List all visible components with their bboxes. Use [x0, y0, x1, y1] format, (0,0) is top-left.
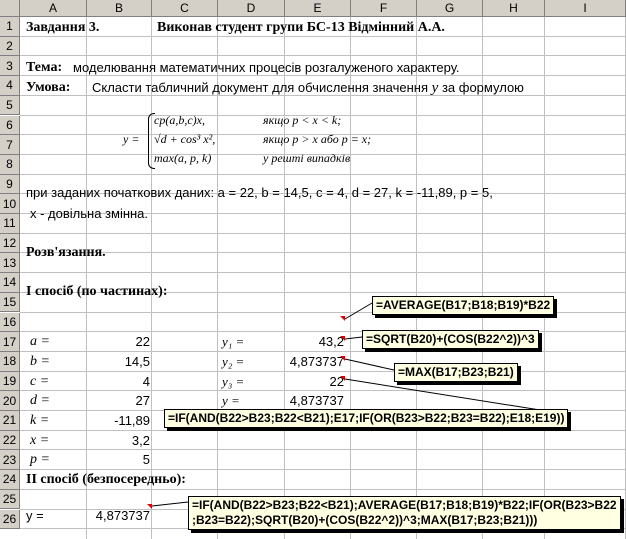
result-value[interactable]: 4,873737 [289, 354, 344, 369]
row-header-22[interactable]: 22 [0, 431, 20, 451]
row-header-3[interactable]: 3 [0, 56, 20, 76]
column-header-a[interactable]: A [20, 0, 87, 17]
row-header-5[interactable]: 5 [0, 96, 20, 116]
input-value[interactable]: 3,2 [131, 433, 150, 448]
variable-note: x - довільна змінна. [30, 206, 149, 221]
comment-y3-formula: =MAX(B17;B23;B21) [394, 363, 518, 382]
column-header-h[interactable]: H [483, 0, 545, 17]
input-value[interactable]: 27 [135, 393, 150, 408]
row-header-13[interactable]: 13 [0, 253, 20, 273]
input-label: d = [30, 393, 50, 408]
comment-indicator[interactable] [340, 336, 345, 341]
input-label: p = [30, 452, 50, 467]
formula-cond-1: якщо p < x < k; [263, 113, 342, 127]
result-label: y₃ = [222, 374, 245, 389]
column-header-i[interactable]: I [545, 0, 626, 17]
input-label: c = [30, 374, 50, 389]
result-label: y = [222, 393, 240, 408]
column-header-e[interactable]: E [285, 0, 351, 17]
result-value[interactable]: 43,2 [318, 334, 344, 349]
formula-case-3: max(a, p, k) [154, 151, 212, 165]
row-header-25[interactable]: 25 [0, 490, 20, 510]
comment-direct-line-1: =IF(AND(B22>B23;B22<B21);AVERAGE(B17;B18;B19)*B22;IF(OR(B23>B22 [192, 498, 617, 512]
row-header-18[interactable]: 18 [0, 352, 20, 372]
row-header-14[interactable]: 14 [0, 273, 20, 293]
direct-y-value[interactable]: 4,873737 [95, 508, 150, 523]
input-value[interactable]: 22 [135, 334, 150, 349]
method-2-heading: ІІ спосіб (безпосередньо): [26, 472, 186, 487]
column-header-b[interactable]: B [87, 0, 152, 17]
row-header-7[interactable]: 7 [0, 135, 20, 155]
formula-case-1: cp(a,b,c)x, [154, 113, 205, 127]
input-label: x = [30, 433, 50, 448]
row-header-1[interactable]: 1 [0, 17, 20, 37]
input-label: b = [30, 354, 50, 369]
row-header-23[interactable]: 23 [0, 450, 20, 470]
row-header-2[interactable]: 2 [0, 37, 20, 57]
comment-indicator[interactable] [340, 316, 345, 321]
result-label: y₁ = [222, 334, 245, 349]
formula-cond-2: якщо p > x або p = x; [263, 132, 372, 146]
row-header-20[interactable]: 20 [0, 391, 20, 411]
comment-direct-line-2: ;B23=B22);SQRT(B20)+(COS(B22^2))^3;MAX(B17;B23;B21))) [192, 513, 538, 527]
condition-tail: за формулою [441, 80, 524, 95]
column-header-d[interactable]: D [218, 0, 285, 17]
comment-indicator[interactable] [340, 356, 345, 361]
comment-y-formula: =IF(AND(B22>B23;B22<B21);E17;IF(OR(B23>B22;B23=B22);E18;E19)) [164, 409, 568, 428]
row-header-16[interactable]: 16 [0, 313, 20, 333]
row-header-9[interactable]: 9 [0, 175, 20, 195]
row-header-26[interactable]: 26 [0, 510, 20, 530]
row-header-8[interactable]: 8 [0, 155, 20, 175]
row-header-21[interactable]: 21 [0, 411, 20, 431]
condition-main: Скласти табличний документ для обчислення значення [92, 80, 429, 95]
input-label: k = [30, 413, 50, 428]
formula-lhs: y = [123, 132, 140, 146]
row-header-4[interactable]: 4 [0, 76, 20, 96]
topic-text: моделювання математичних процесів розгалуженого характеру. [73, 60, 460, 75]
direct-y-label: y = [26, 508, 44, 523]
input-value[interactable]: 4 [142, 374, 150, 389]
topic-label: Тема: [26, 60, 63, 75]
result-value[interactable]: 4,873737 [289, 393, 344, 408]
input-label: a = [30, 334, 50, 349]
result-value[interactable]: 22 [329, 374, 344, 389]
comment-y1-formula: =AVERAGE(B17;B18;B19)*B22 [372, 296, 554, 315]
row-header-24[interactable]: 24 [0, 470, 20, 490]
input-value[interactable]: -11,89 [114, 413, 150, 428]
input-value[interactable]: 5 [142, 452, 150, 467]
condition-label: Умова: [26, 80, 71, 95]
result-label: y₂ = [222, 354, 245, 369]
task-title: Завдання 3. [26, 20, 100, 35]
comment-direct-formula [188, 496, 621, 530]
condition-var: y [431, 80, 439, 96]
input-value[interactable]: 14,5 [124, 354, 150, 369]
formula-cond-3: у решті випадків [263, 151, 351, 165]
column-header-f[interactable]: F [351, 0, 417, 17]
row-header-6[interactable]: 6 [0, 116, 20, 136]
row-header-12[interactable]: 12 [0, 234, 20, 254]
formula-case-2: √d + cos³ x², [154, 132, 216, 146]
comment-indicator[interactable] [147, 504, 152, 509]
author-line: Виконав студент групи БС-13 Відмінний А.А. [157, 20, 445, 35]
row-header-10[interactable]: 10 [0, 194, 20, 214]
method-1-heading: І спосіб (по частинах): [26, 284, 168, 299]
initial-data-text: при заданих початкових даних: a = 22, b = 14,5, c = 4, d = 27, k = -11,89, p = 5, [26, 185, 493, 200]
column-header-c[interactable]: C [152, 0, 218, 17]
row-header-17[interactable]: 17 [0, 332, 20, 352]
row-header-19[interactable]: 19 [0, 372, 20, 392]
comment-indicator[interactable] [340, 376, 345, 381]
row-header-11[interactable]: 11 [0, 214, 20, 234]
column-header-g[interactable]: G [417, 0, 483, 17]
comment-y2-formula: =SQRT(B20)+(COS(B22^2))^3 [362, 330, 539, 349]
row-header-15[interactable]: 15 [0, 293, 20, 313]
solution-heading: Розв'язання. [26, 245, 106, 260]
